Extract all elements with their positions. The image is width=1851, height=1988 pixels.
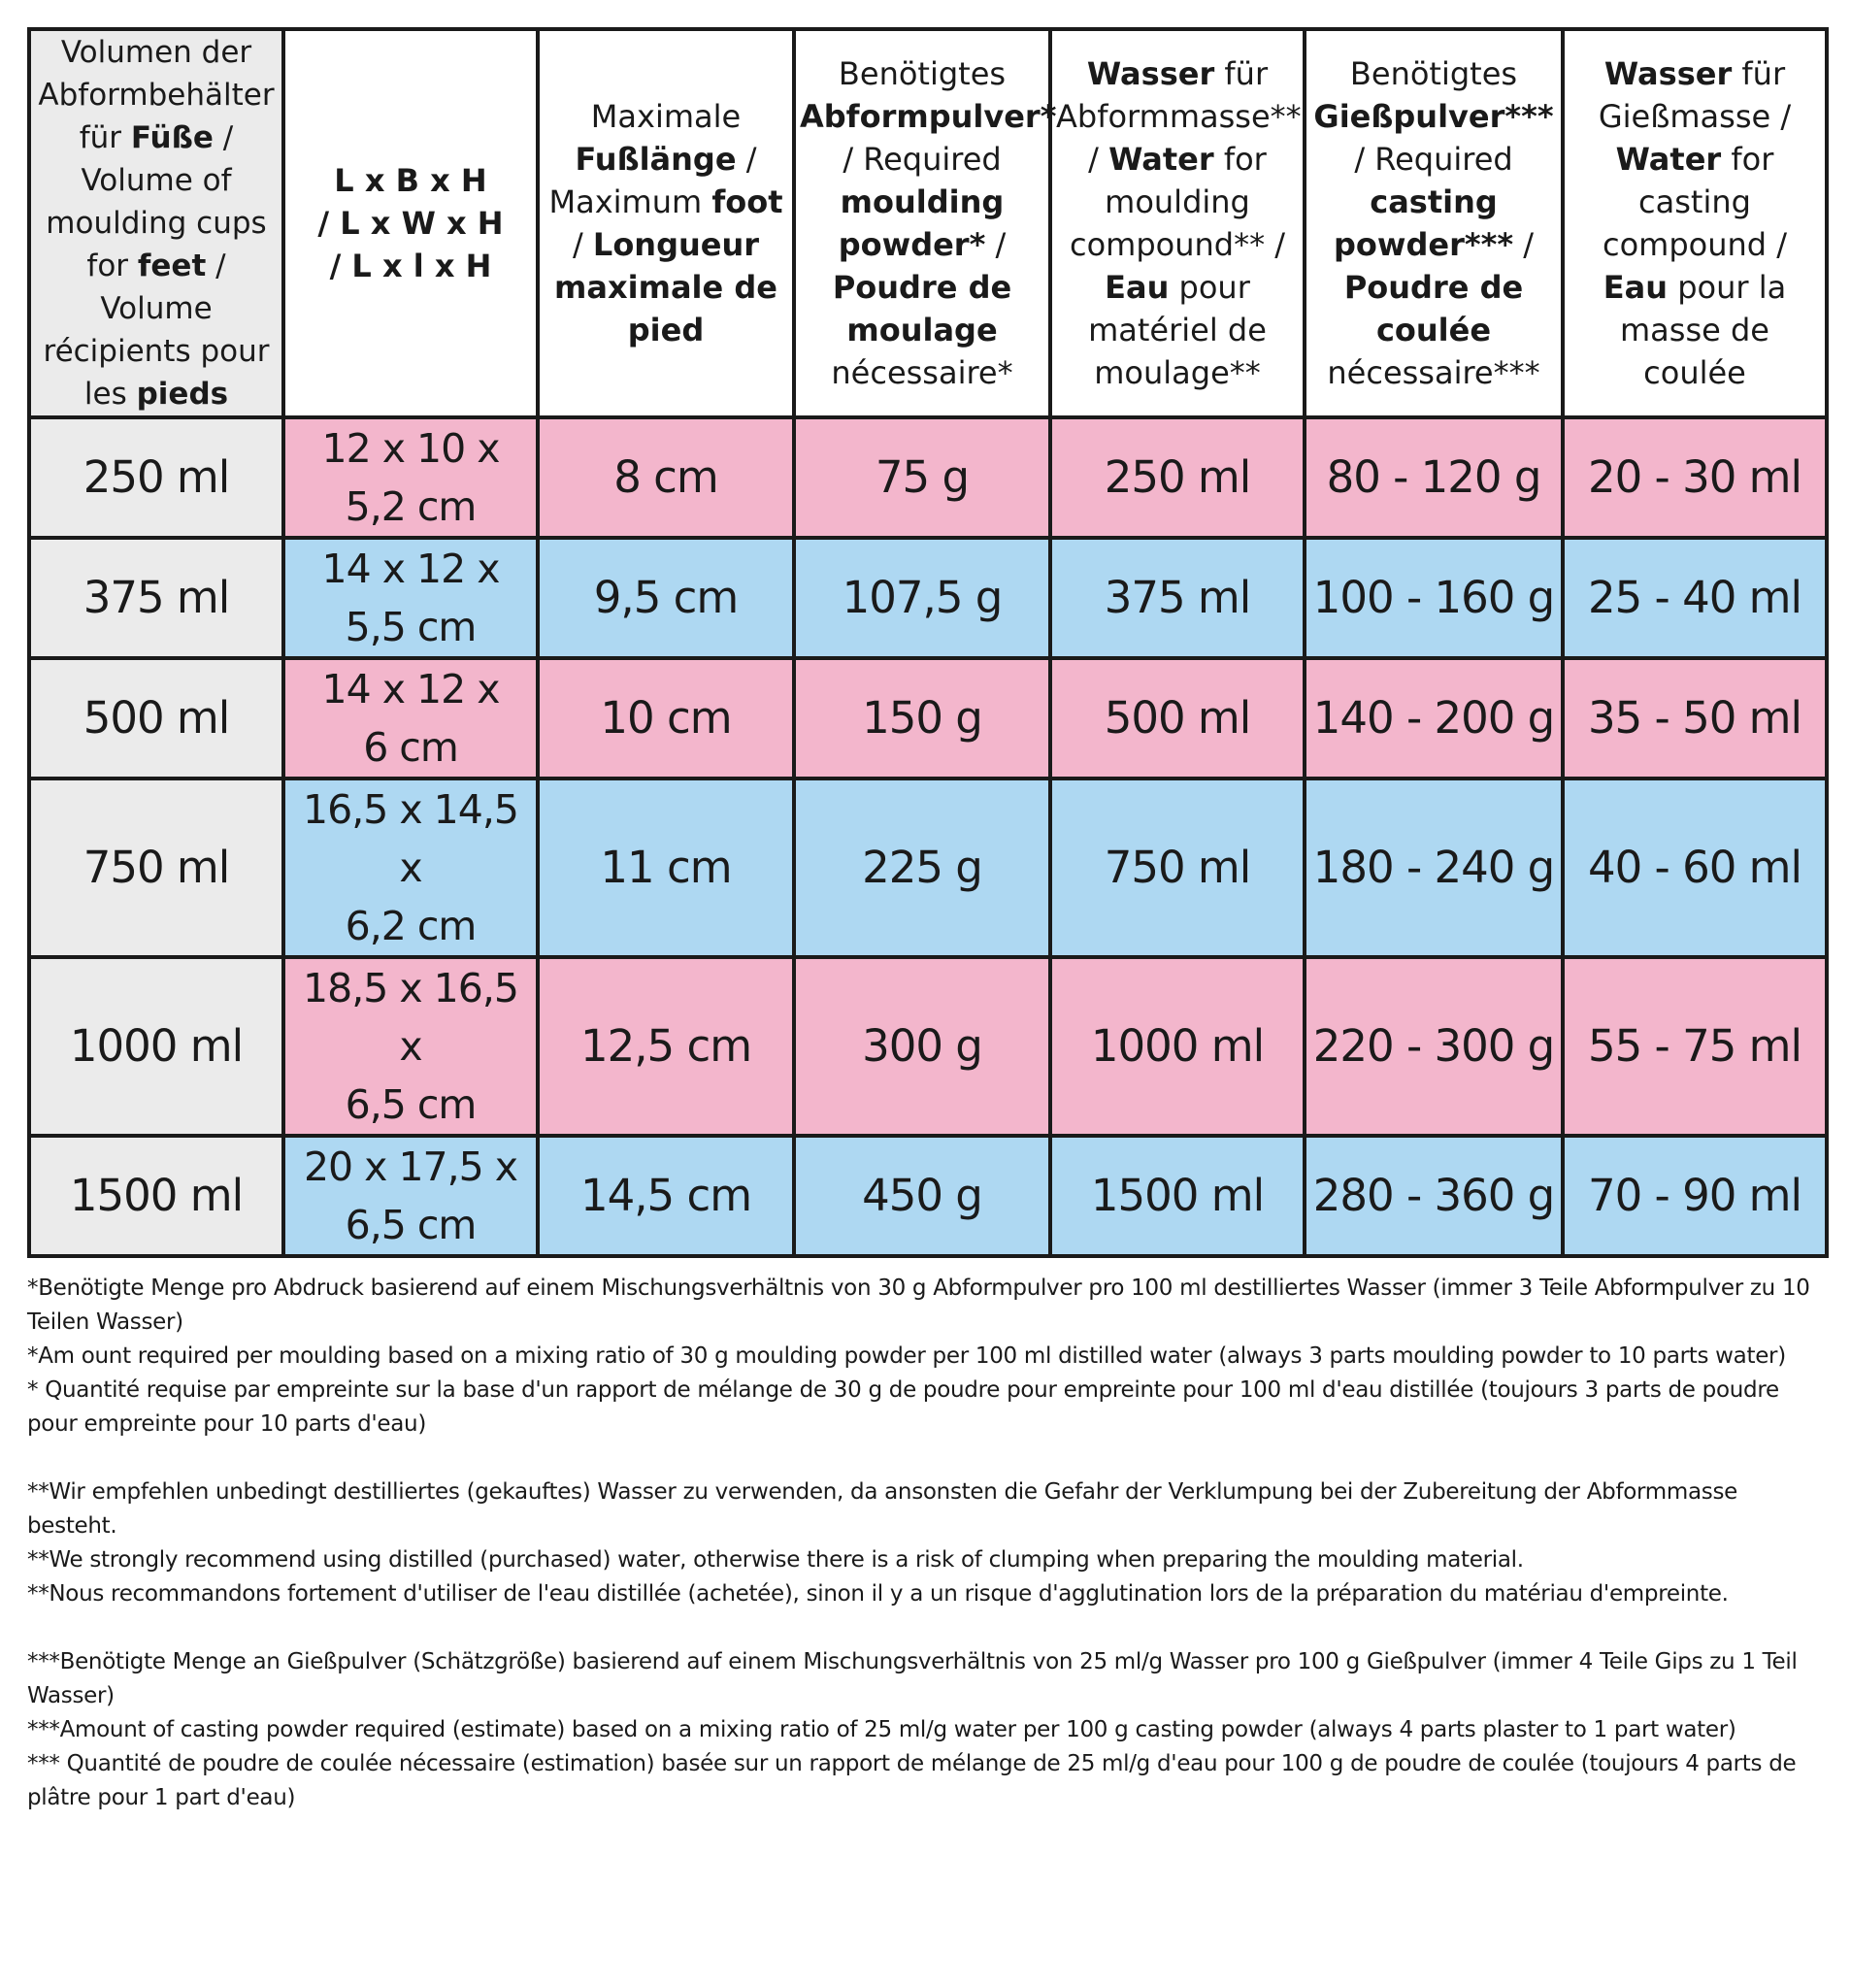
cell-moulding-water: 1500 ml — [1050, 1136, 1305, 1256]
cell-casting-water: 20 - 30 ml — [1563, 417, 1827, 538]
cell-casting-powder: 140 - 200 g — [1305, 658, 1563, 779]
header-moulding-powder: Benötigtes Abformpulver* / Required moulding powder* / Poudre de moulage nécessaire* — [794, 29, 1050, 417]
header-row — [29, 29, 1827, 417]
cell-volume: 750 ml — [29, 779, 283, 957]
cell-casting-water: 35 - 50 ml — [1563, 658, 1827, 779]
footnote-line: ***Amount of casting powder required (estimate) based on a mixing ratio of 25 ml/g water per 100 g casting powder (always 4 parts plaster to 1 part water) — [27, 1717, 1736, 1742]
cell-dimensions: 18,5 x 16,5 x 6,5 cm — [283, 957, 538, 1136]
cell-moulding-powder: 450 g — [794, 1136, 1050, 1256]
footnote-moulding-powder — [27, 1272, 1825, 1441]
header-dimensions: L x B x H / L x W x H / L x l x H — [283, 29, 538, 417]
cell-casting-water: 25 - 40 ml — [1563, 538, 1827, 658]
cell-casting-water: 40 - 60 ml — [1563, 779, 1827, 957]
footnote-line: *** Quantité de poudre de coulée nécessaire (estimation) basée sur un rapport de mélange de 25 ml/g d'eau pour 100 g de poudre de coulée (toujours 4 parts de plâtre pour 1 part d'eau) — [27, 1751, 1797, 1810]
footnote-line: **Wir empfehlen unbedingt destilliertes (gekauftes) Wasser zu verwenden, da ansonsten die Gefahr der Verklumpung bei der Zubereitung der Abformmasse besteht. — [27, 1479, 1737, 1539]
cell-foot-length: 12,5 cm — [538, 957, 794, 1136]
table-row — [29, 779, 1827, 957]
cell-casting-powder: 220 - 300 g — [1305, 957, 1563, 1136]
cell-moulding-powder: 75 g — [794, 417, 1050, 538]
mould-size-table — [27, 27, 1829, 1258]
header-volume: Volumen der Abformbehälter für Füße / Volume of moulding cups for feet / Volume récipients pour les pieds — [29, 29, 283, 417]
cell-moulding-powder: 150 g — [794, 658, 1050, 779]
cell-casting-powder: 280 - 360 g — [1305, 1136, 1563, 1256]
header-max-foot-length: Maximale Fußlänge / Maximum foot / Longueur maximale de pied — [538, 29, 794, 417]
cell-foot-length: 14,5 cm — [538, 1136, 794, 1256]
cell-casting-water: 70 - 90 ml — [1563, 1136, 1827, 1256]
cell-moulding-water: 250 ml — [1050, 417, 1305, 538]
size-chart-sheet — [27, 27, 1825, 1849]
cell-moulding-water: 375 ml — [1050, 538, 1305, 658]
cell-dimensions: 14 x 12 x 6 cm — [283, 658, 538, 779]
cell-volume: 1500 ml — [29, 1136, 283, 1256]
cell-foot-length: 10 cm — [538, 658, 794, 779]
cell-moulding-water: 500 ml — [1050, 658, 1305, 779]
table-row — [29, 658, 1827, 779]
cell-dimensions: 14 x 12 x 5,5 cm — [283, 538, 538, 658]
header-casting-powder: Benötigtes Gießpulver*** / Required casting powder*** / Poudre de coulée nécessaire*** — [1305, 29, 1563, 417]
cell-casting-water: 55 - 75 ml — [1563, 957, 1827, 1136]
cell-foot-length: 8 cm — [538, 417, 794, 538]
footnote-casting-powder — [27, 1645, 1825, 1815]
footnote-distilled-water — [27, 1475, 1825, 1611]
table-row — [29, 957, 1827, 1136]
cell-casting-powder: 100 - 160 g — [1305, 538, 1563, 658]
cell-dimensions: 20 x 17,5 x 6,5 cm — [283, 1136, 538, 1256]
table-row — [29, 417, 1827, 538]
cell-moulding-water: 750 ml — [1050, 779, 1305, 957]
cell-moulding-water: 1000 ml — [1050, 957, 1305, 1136]
table-row — [29, 1136, 1827, 1256]
cell-dimensions: 12 x 10 x 5,2 cm — [283, 417, 538, 538]
cell-volume: 500 ml — [29, 658, 283, 779]
cell-volume: 250 ml — [29, 417, 283, 538]
cell-foot-length: 9,5 cm — [538, 538, 794, 658]
cell-dimensions: 16,5 x 14,5 x 6,2 cm — [283, 779, 538, 957]
footnote-line: **Nous recommandons fortement d'utiliser de l'eau distillée (achetée), sinon il y a un risque d'agglutination lors de la préparation du matériau d'empreinte. — [27, 1581, 1729, 1607]
cell-volume: 1000 ml — [29, 957, 283, 1136]
footnote-line: **We strongly recommend using distilled (purchased) water, otherwise there is a risk of clumping when preparing the moulding material. — [27, 1547, 1524, 1573]
footnote-line: * Quantité requise par empreinte sur la base d'un rapport de mélange de 30 g de poudre pour empreinte pour 100 ml d'eau distillée (toujours 3 parts de poudre pour empreinte pour 10 parts d'eau) — [27, 1377, 1779, 1437]
cell-moulding-powder: 300 g — [794, 957, 1050, 1136]
footnote-line: ***Benötigte Menge an Gießpulver (Schätzgröße) basierend auf einem Mischungsverhältnis von 25 ml/g Wasser pro 100 g Gießpulver (immer 4 Teile Gips zu 1 Teil Wasser) — [27, 1649, 1798, 1708]
footnote-line: *Benötigte Menge pro Abdruck basierend auf einem Mischungsverhältnis von 30 g Abformpulver pro 100 ml destilliertes Wasser (immer 3 Teile Abformpulver zu 10 Teilen Wasser) — [27, 1276, 1810, 1335]
cell-volume: 375 ml — [29, 538, 283, 658]
cell-casting-powder: 80 - 120 g — [1305, 417, 1563, 538]
cell-moulding-powder: 225 g — [794, 779, 1050, 957]
footnotes — [27, 1272, 1825, 1815]
cell-foot-length: 11 cm — [538, 779, 794, 957]
footnote-line: *Am ount required per moulding based on a mixing ratio of 30 g moulding powder per 100 ml distilled water (always 3 parts moulding powder to 10 parts water) — [27, 1343, 1786, 1369]
table-row — [29, 538, 1827, 658]
header-moulding-water: Wasser für Abformmasse** / Water for moulding compound** / Eau pour matériel de moulage** — [1050, 29, 1305, 417]
header-casting-water: Wasser für Gießmasse / Water for casting compound / Eau pour la masse de coulée — [1563, 29, 1827, 417]
cell-casting-powder: 180 - 240 g — [1305, 779, 1563, 957]
cell-moulding-powder: 107,5 g — [794, 538, 1050, 658]
